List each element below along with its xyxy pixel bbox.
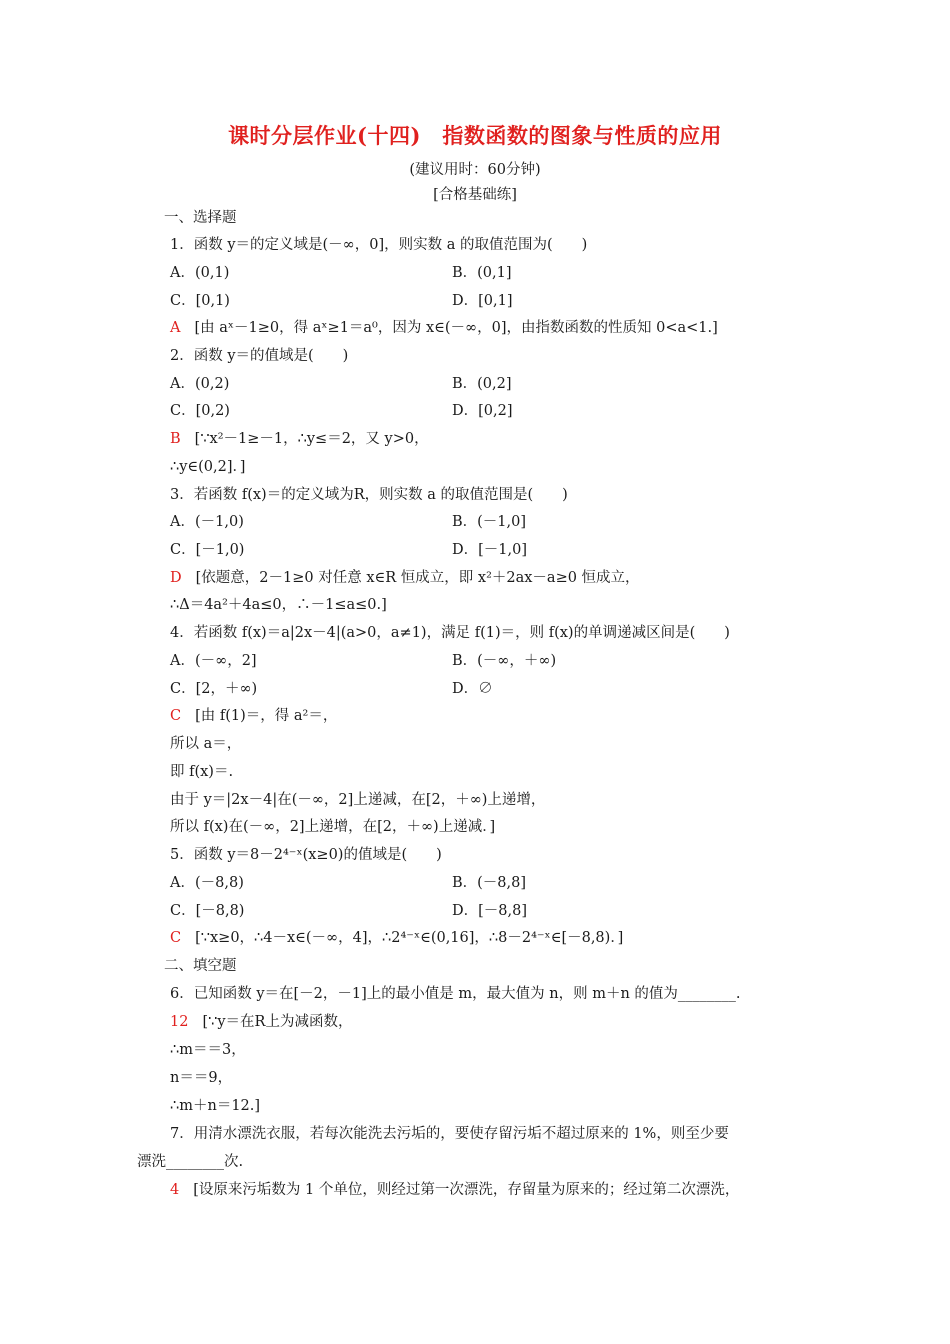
question-3-stem: 3．若函数 f(x)＝的定义域为R，则实数 a 的取值范围是( ) — [170, 487, 568, 503]
q3-answer — [170, 568, 640, 588]
q5-answer — [170, 928, 623, 948]
q5-option-b: B．(－8,8] — [452, 875, 527, 891]
q3-option-d: D．[－1,0] — [452, 542, 527, 558]
answer-value: 4 — [170, 1182, 180, 1198]
explanation: [∵x≥0，∴4－x∈(－∞，4]，∴2⁴⁻ˣ∈(0,16]，∴8－2⁴⁻ˣ∈[－8,8)．] — [195, 930, 624, 946]
explanation-line: 所以 f(x)在(－∞，2]上递增，在[2，＋∞)上递减．] — [170, 819, 496, 835]
answer-letter: C — [170, 708, 182, 724]
q2-answer — [170, 429, 429, 449]
page-title: 课时分层作业(十四) 指数函数的图象与性质的应用 — [228, 123, 722, 148]
q2-option-a: A．(0,2) — [170, 376, 230, 392]
question-2-stem: 2．函数 y＝的值域是( ) — [170, 348, 349, 364]
level-label: [合格基础练] — [433, 187, 517, 203]
q5-option-d: D．[－8,8] — [452, 903, 527, 919]
section-heading: 一、选择题 — [164, 210, 237, 226]
question-7-stem: 7．用清水漂洗衣服，若每次能洗去污垢的，要使存留污垢不超过原来的 1%，则至少要 — [170, 1126, 729, 1142]
section-heading: 二、填空题 — [164, 958, 237, 974]
q4-option-c: C．[2，＋∞) — [170, 681, 258, 697]
q5-option-a: A．(－8,8) — [170, 875, 244, 891]
explanation: [由 f(1)＝，得 a²＝， — [195, 708, 338, 724]
q2-option-c: C．[0,2) — [170, 403, 230, 419]
answer-letter: B — [170, 431, 181, 447]
q4-option-d: D．∅ — [452, 681, 493, 697]
q3-option-c: C．[－1,0) — [170, 542, 245, 558]
q3-option-a: A．(－1,0) — [170, 514, 244, 530]
q1-option-c: C．[0,1) — [170, 293, 230, 309]
explanation-line: ∴m＋n＝12.] — [170, 1098, 261, 1114]
explanation: [∵x²－1≥－1，∴y≤＝2，又 y>0， — [194, 431, 429, 447]
q1-option-d: D．[0,1] — [452, 293, 513, 309]
answer-value: 12 — [170, 1014, 189, 1030]
q7-answer — [170, 1180, 739, 1200]
explanation-line: ∴m＝＝3， — [170, 1042, 246, 1058]
q5-option-c: C．[－8,8) — [170, 903, 245, 919]
explanation: [由 aˣ－1≥0，得 aˣ≥1＝a⁰，因为 x∈(－∞，0]，由指数函数的性质知 0<a<1.] — [194, 320, 718, 336]
q4-option-b: B．(－∞，＋∞) — [452, 653, 557, 669]
question-1-stem: 1．函数 y＝的定义域是(－∞，0]，则实数 a 的取值范围为( ) — [170, 237, 588, 253]
answer-letter: D — [170, 570, 182, 586]
explanation: [∵y＝在R上为减函数， — [202, 1014, 353, 1030]
question-7-stem-cont: 漂洗________次. — [137, 1154, 244, 1170]
answer-letter: A — [170, 320, 181, 336]
q2-option-d: D．[0,2] — [452, 403, 513, 419]
explanation: [依题意，2－1≥0 对任意 x∈R 恒成立，即 x²＋2ax－a≥0 恒成立， — [195, 570, 640, 586]
explanation-line: ∴Δ＝4a²＋4a≤0，∴－1≤a≤0.] — [170, 597, 387, 613]
question-5-stem: 5．函数 y＝8－2⁴⁻ˣ(x≥0)的值域是( ) — [170, 847, 442, 863]
explanation-line: n＝＝9， — [170, 1070, 233, 1086]
q1-option-b: B．(0,1] — [452, 265, 512, 281]
q6-answer — [170, 1012, 352, 1032]
explanation-line: 即 f(x)＝. — [170, 764, 234, 780]
explanation-line: ∴y∈(0,2]．] — [170, 459, 246, 475]
q4-option-a: A．(－∞，2] — [170, 653, 257, 669]
question-6-stem: 6．已知函数 y＝在[－2，－1]上的最小值是 m，最大值为 n，则 m＋n 的值为________. — [170, 986, 741, 1002]
q4-answer — [170, 706, 337, 726]
q3-option-b: B．(－1,0] — [452, 514, 527, 530]
explanation: [设原来污垢数为 1 个单位，则经过第一次漂洗，存留量为原来的；经过第二次漂洗， — [193, 1182, 740, 1198]
q1-answer — [170, 318, 718, 338]
q1-option-a: A．(0,1) — [170, 265, 230, 281]
explanation-line: 所以 a＝， — [170, 736, 242, 752]
question-4-stem: 4．若函数 f(x)＝a|2x－4|(a>0，a≠1)，满足 f(1)＝，则 f(x)的单调递减区间是( ) — [170, 625, 730, 641]
explanation-line: 由于 y＝|2x－4|在(－∞，2]上递减，在[2，＋∞)上递增， — [170, 792, 546, 808]
q2-option-b: B．(0,2] — [452, 376, 512, 392]
answer-letter: C — [170, 930, 182, 946]
suggested-time: (建议用时：60分钟) — [409, 162, 541, 178]
